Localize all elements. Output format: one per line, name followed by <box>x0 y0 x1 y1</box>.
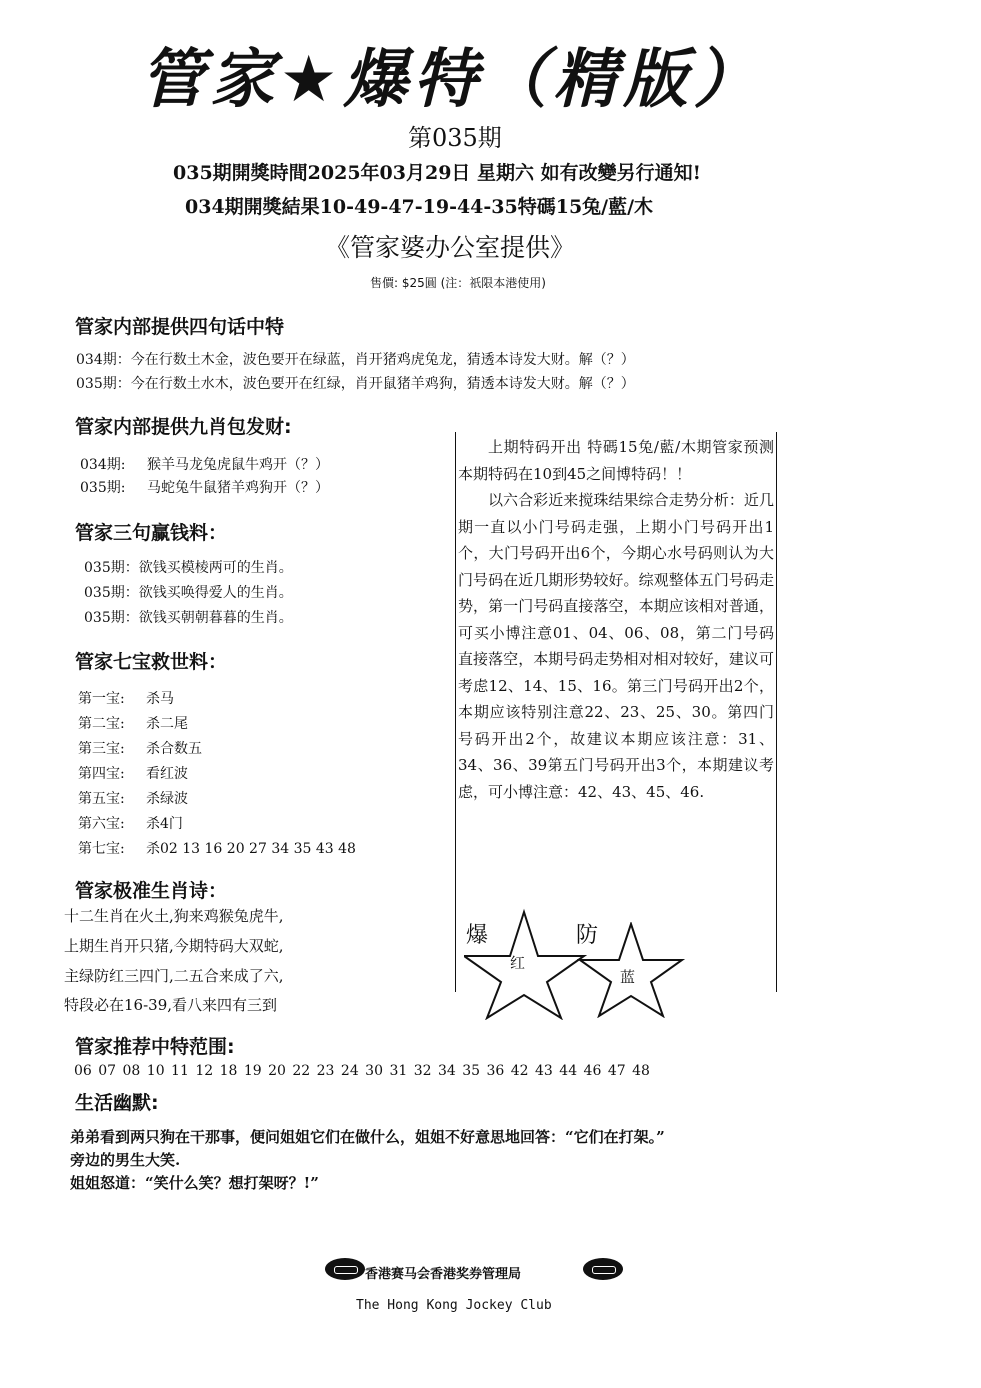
three-sentences-row: 035期：欲钱买模棱两可的生肖。 <box>84 560 293 576</box>
treasure-label: 第六宝: <box>78 816 125 832</box>
star-red-icon <box>464 908 594 1020</box>
treasure-text: 杀02 13 16 20 27 34 35 43 48 <box>146 841 356 857</box>
treasure-label: 第五宝: <box>78 791 125 807</box>
treasure-text: 杀绿波 <box>146 791 188 807</box>
provider: 《管家婆办公室提供》 <box>325 233 576 262</box>
treasure-label: 第四宝: <box>78 766 125 782</box>
humor-title: 生活幽默: <box>75 1092 159 1114</box>
nine-zodiac-text: 马蛇兔牛鼠猪羊鸡狗开（？） <box>147 480 329 496</box>
treasure-label: 第一宝: <box>78 691 125 707</box>
issue-number: 第035期 <box>408 124 502 152</box>
seven-treasures-title: 管家七宝救世料： <box>75 651 228 673</box>
treasure-label: 第七宝: <box>78 841 125 857</box>
fang-label: 防 <box>576 923 599 948</box>
poem-line: 上期生肖开只猪,今期特码大双蛇, <box>64 937 284 955</box>
nine-zodiac-text: 猴羊马龙兔虎鼠牛鸡开（？） <box>147 457 329 473</box>
jockey-club-logo-icon <box>325 1258 365 1280</box>
nine-zodiac-issue: 035期: <box>80 480 126 496</box>
analysis-text <box>458 434 774 805</box>
star-blue-label: 蓝 <box>620 968 636 986</box>
four-sentences-row: 034期：今在行数土木金，波色要开在绿蓝，肖开猪鸡虎兔龙，猜透本诗发大财。解（？） <box>76 352 635 368</box>
analysis-paragraph: 上期特码开出 特碼15兔/藍/木期管家预测本期特码在10到45之间博特码！！ <box>458 438 774 483</box>
price-note: 售價: $25圓 (注：祇限本港使用) <box>370 276 546 290</box>
humor-line: 弟弟看到两只狗在干那事，便问姐姐它们在做什么，姐姐不好意思地回答：“它们在打架。” <box>70 1128 665 1146</box>
treasure-text: 杀二尾 <box>146 716 188 732</box>
draw-time: 035期開獎時間2025年03月29日 星期六 如有改變另行通知! <box>173 162 701 184</box>
treasure-text: 杀4门 <box>146 816 183 832</box>
poem-title: 管家极准生肖诗： <box>75 880 228 902</box>
treasure-text: 杀马 <box>146 691 174 707</box>
three-sentences-row: 035期：欲钱买朝朝暮暮的生肖。 <box>84 610 293 626</box>
poem-line: 特段必在16-39,看八来四有三到 <box>64 996 278 1014</box>
range-title: 管家推荐中特范围: <box>75 1036 235 1058</box>
treasure-text: 看红波 <box>146 766 188 782</box>
footer-chinese: 香港赛马会香港奖券管理局 <box>365 1267 522 1282</box>
treasure-label: 第三宝: <box>78 741 125 757</box>
nine-zodiac-issue: 034期: <box>80 457 126 473</box>
three-sentences-title: 管家三句赢钱料： <box>75 522 228 544</box>
humor-line: 旁边的男生大笑. <box>70 1151 181 1169</box>
poem-line: 十二生肖在火土,狗来鸡猴兔虎牛, <box>64 907 284 925</box>
poem-line: 主绿防红三四门,二五合来成了六, <box>64 967 284 985</box>
last-result: 034期開獎結果10-49-47-19-44-35特碼15兔/藍/木 <box>185 196 654 218</box>
treasure-text: 杀合数五 <box>146 741 202 757</box>
range-numbers: 06 07 08 10 11 12 18 19 20 22 23 24 30 31 32 34 35 36 42 43 44 46 47 48 <box>74 1063 650 1079</box>
star-red-label: 红 <box>510 954 526 972</box>
analysis-paragraph: 以六合彩近来搅珠结果综合走势分析：近几期一直以小门号码走强，上期小门号码开出1个，大门号码开出6个，今期心水号码则认为大门号码在近几期形势较好。综观整体五门号码走势，第一门号码直接落空，本期应该相对普通，可买小博注意01、04、06、08，第二门号码直接落空，本期号码走势相对相对较好，建议可考虑12、14、15、16。第三门号码开出2个，本期应该特别注意22、23、25、30。第四门号码开出2个，故建议本期应该注意：31、34、36、39第五门号码开出3个，本期建议考虑，可小博注意：42、43、45、46. <box>458 491 774 801</box>
humor-line: 姐姐怒道：“笑什么笑？想打架呀？!” <box>70 1174 319 1192</box>
four-sentences-title: 管家内部提供四句话中特 <box>75 316 285 338</box>
footer-english: The Hong Kong Jockey Club <box>356 1298 552 1313</box>
four-sentences-row: 035期：今在行数土水木，波色要开在红绿，肖开鼠猪羊鸡狗，猜透本诗发大财。解（？） <box>76 376 635 392</box>
nine-zodiac-title: 管家内部提供九肖包发财: <box>75 416 292 438</box>
page-title: 管家★爆特（精版） <box>140 43 764 117</box>
jockey-club-logo-icon <box>583 1258 623 1280</box>
bao-label: 爆 <box>466 923 489 948</box>
three-sentences-row: 035期：欲钱买唤得爱人的生肖。 <box>84 585 293 601</box>
treasure-label: 第二宝: <box>78 716 125 732</box>
